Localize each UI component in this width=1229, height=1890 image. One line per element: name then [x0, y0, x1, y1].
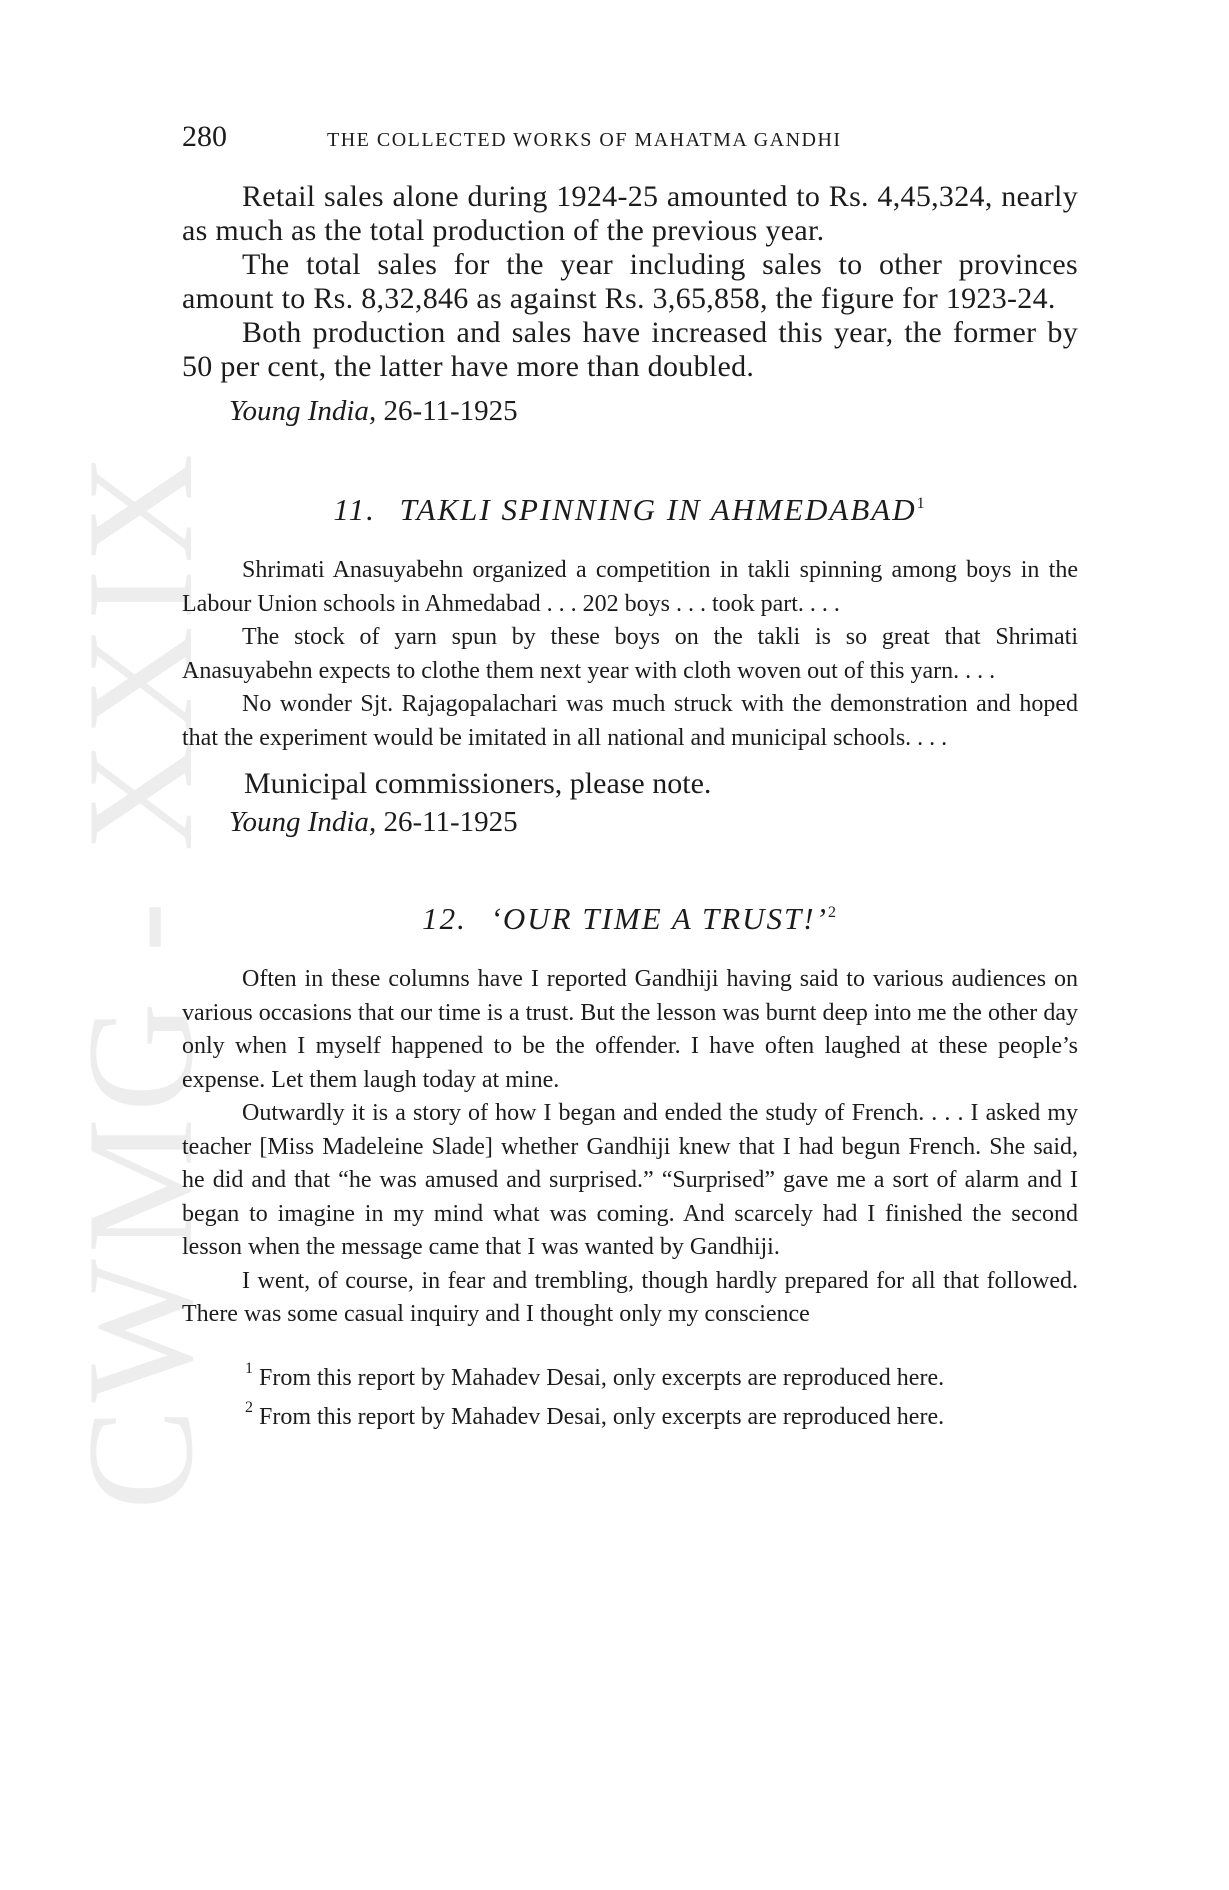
- previous-article-body: [182, 180, 1078, 384]
- section-heading-12: [182, 901, 1078, 937]
- paragraph: Often in these columns have I reported Gandhiji having said to various audiences on various occasions that our time is a trust. But the lesson was burnt deep into me the other day only when I myself happened to be the offender. I have often laughed at these people’s expense. Let them laugh today at mine.: [182, 966, 1078, 1093]
- footnotes: [182, 1354, 1078, 1432]
- section-heading-11: [182, 492, 1078, 528]
- section-number: 11.: [333, 492, 376, 527]
- paragraph: I went, of course, in fear and trembling, though hardly prepared for all that followed. There was some casual inquiry and I thought only my conscience: [182, 1267, 1078, 1327]
- section-title: TAKLI SPINNING IN AHMEDABAD: [399, 492, 917, 527]
- section-number: 12.: [422, 901, 467, 936]
- footnote-marker: 1: [916, 495, 927, 512]
- source-citation: [229, 394, 1078, 428]
- section-title: ‘OUR TIME A TRUST!’: [490, 901, 828, 936]
- footnote-number: 1: [245, 1359, 253, 1377]
- paragraph: No wonder Sjt. Rajagopalachari was much struck with the demonstration and hoped that the experiment would be imitated in all national and municipal schools. . . .: [182, 691, 1078, 751]
- source-date: , 26-11-1925: [368, 806, 518, 838]
- running-header: [182, 120, 1078, 180]
- closing-note: Municipal commissioners, please note.: [244, 767, 712, 800]
- source-publication: Young India: [229, 395, 369, 427]
- paragraph: Shrimati Anasuyabehn organized a competition in takli spinning among boys in the Labour Union schools in Ahmedabad . . . 202 boys . . . took part. . . .: [182, 557, 1078, 617]
- paragraph: Outwardly it is a story of how I began and ended the study of French. . . . I asked my teacher [Miss Madeleine Slade] whether Gandhiji knew that I had begun French. She said, he did and that “he was amused and surprised.” “Surprised” gave me a sort of alarm and I began to imagine in my mind what was coming. And scarcely had I finished the second lesson when the message came that I was wanted by Gandhiji.: [182, 1100, 1078, 1260]
- running-title: THE COLLECTED WORKS OF MAHATMA GANDHI: [327, 129, 842, 151]
- section-12-body: [182, 963, 1078, 1332]
- footnote-number: 2: [245, 1398, 253, 1416]
- footnote-text: From this report by Mahadev Desai, only excerpts are reproduced here.: [259, 1403, 945, 1430]
- source-citation: [229, 805, 1078, 839]
- paragraph: Both production and sales have increased this year, the former by 50 per cent, the latter have more than doubled.: [182, 316, 1078, 383]
- paragraph: Retail sales alone during 1924-25 amounted to Rs. 4,45,324, nearly as much as the total production of the previous year.: [182, 180, 1078, 247]
- footnote: [245, 1354, 1078, 1393]
- footnote-text: From this report by Mahadev Desai, only excerpts are reproduced here.: [259, 1364, 945, 1391]
- page-content: [182, 120, 1078, 1432]
- page-number: 280: [182, 120, 227, 153]
- footnote-marker: 2: [827, 904, 838, 921]
- paragraph: The total sales for the year including sales to other provinces amount to Rs. 8,32,846 as against Rs. 3,65,858, the figure for 1923-24.: [182, 248, 1078, 315]
- footnote: [245, 1393, 1078, 1432]
- section-11-body: [182, 554, 1078, 755]
- cwmg-watermark: CWMG - XXIX: [56, 447, 224, 1510]
- paragraph: The stock of yarn spun by these boys on the takli is so great that Shrimati Anasuyabehn expects to clothe them next year with cloth woven out of this yarn. . . .: [182, 624, 1078, 684]
- source-date: , 26-11-1925: [368, 395, 518, 427]
- source-publication: Young India: [229, 806, 369, 838]
